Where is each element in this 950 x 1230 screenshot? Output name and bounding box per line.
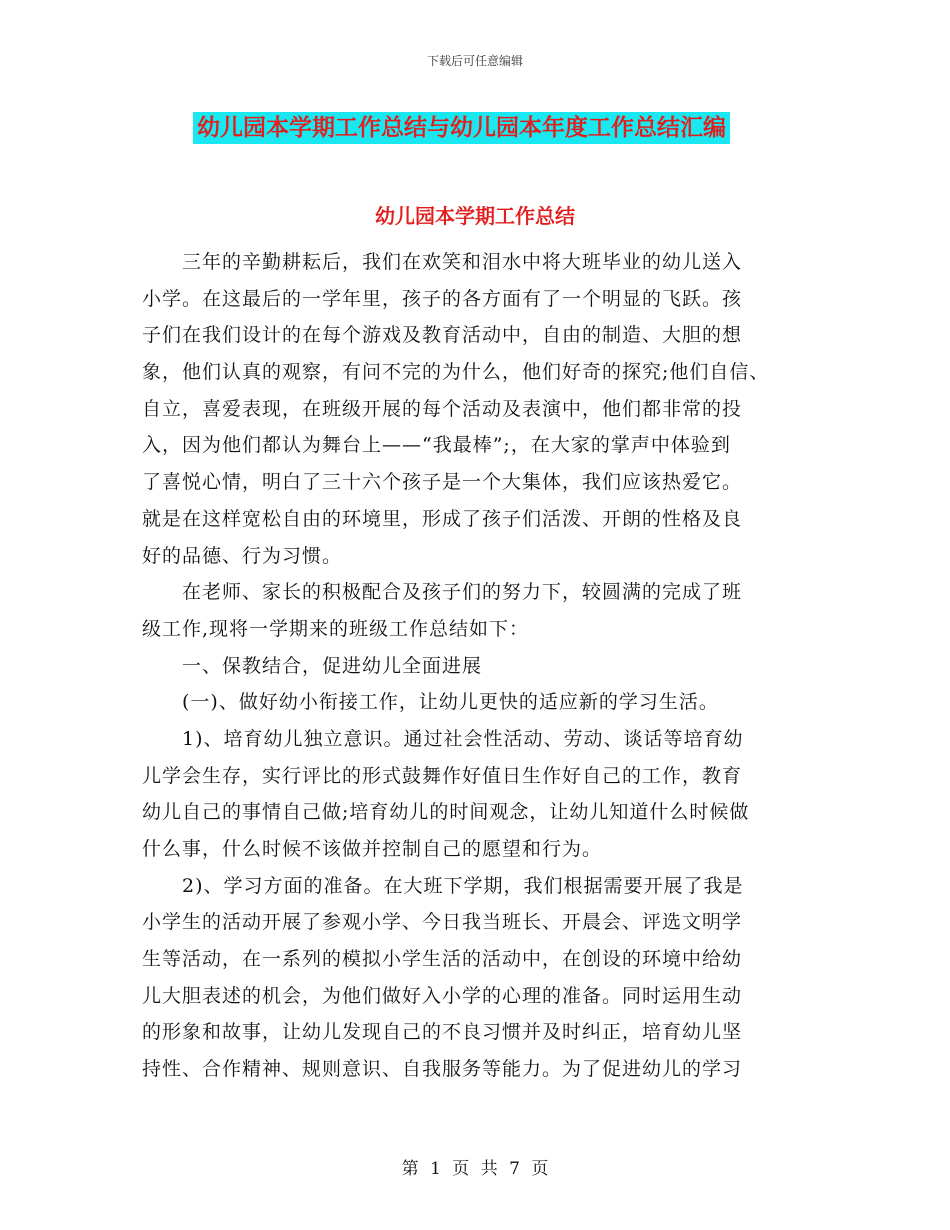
- body-text-line: 儿学会生存，实行评比的形式鼓舞作好值日生作好自己的工作，教育: [142, 764, 743, 787]
- body-text-line: 在老师、家长的积极配合及孩子们的努力下，较圆满的完成了班: [142, 581, 743, 604]
- body-text-line: 就是在这样宽松自由的环境里，形成了孩子们活泼、开朗的性格及良: [142, 507, 743, 530]
- body-text-line: 小学生的活动开展了参观小学、今日我当班长、开晨会、评选文明学: [142, 911, 743, 934]
- body-text-line: 幼儿自己的事情自己做;培育幼儿的时间观念，让幼儿知道什么时候做: [142, 801, 750, 824]
- body-text-line: 一、保教结合，促进幼儿全面进展: [142, 654, 483, 677]
- body-text-line: 1)、培育幼儿独立意识。通过社会性活动、劳动、谈话等培育幼: [142, 727, 744, 750]
- document-main-title: 幼儿园本学期工作总结与幼儿园本年度工作总结汇编: [193, 112, 730, 144]
- body-text-line: 三年的辛勤耕耘后，我们在欢笑和泪水中将大班毕业的幼儿送入: [142, 251, 743, 273]
- body-text-line: 2)、学习方面的准备。在大班下学期，我们根据需要开展了我是: [142, 874, 744, 897]
- body-text-line: 好的品德、行为习惯。: [142, 544, 343, 567]
- body-text-line: 生等活动，在一系列的模拟小学生活的活动中，在创设的环境中给幼: [142, 948, 743, 971]
- body-text-line: 持性、合作精神、规则意识、自我服务等能力。为了促进幼儿的学习: [142, 1058, 743, 1081]
- body-text-line: 了喜悦心情，明白了三十六个孩子是一个大集体，我们应该热爱它。: [142, 471, 743, 494]
- document-body: [142, 244, 822, 1088]
- body-text-line: (一)、做好幼小衔接工作，让幼儿更快的适应新的学习生活。: [142, 691, 719, 714]
- body-text-line: 象，他们认真的观察，有问不完的为什么，他们好奇的探究;他们自信、: [142, 361, 770, 384]
- page-number-footer: 第 1 页 共 7 页: [401, 1159, 549, 1179]
- body-text-line: 入，因为他们都认为舞台上——“我最棒”;，在大家的掌声中体验到: [142, 434, 731, 457]
- body-text-line: 自立，喜爱表现，在班级开展的每个活动及表演中，他们都非常的投: [142, 397, 743, 420]
- body-text-line: 儿大胆表述的机会，为他们做好入小学的心理的准备。同时运用生动: [142, 984, 743, 1007]
- header-note: 下载后可任意编辑: [426, 54, 523, 68]
- body-text-line: 子们在我们设计的在每个游戏及教育活动中，自由的制造、大胆的想: [142, 324, 743, 347]
- body-text-line: 小学。在这最后的一学年里，孩子的各方面有了一个明显的飞跃。孩: [142, 287, 743, 310]
- body-text-line: 的形象和故事，让幼儿发现自己的不良习惯并及时纠正，培育幼儿坚: [142, 1021, 743, 1044]
- body-text-line: 什么事，什么时候不该做并控制自己的愿望和行为。: [142, 838, 603, 860]
- section-title: 幼儿园本学期工作总结: [375, 204, 575, 228]
- body-text-line: 级工作,现将一学期来的班级工作总结如下：: [142, 617, 530, 640]
